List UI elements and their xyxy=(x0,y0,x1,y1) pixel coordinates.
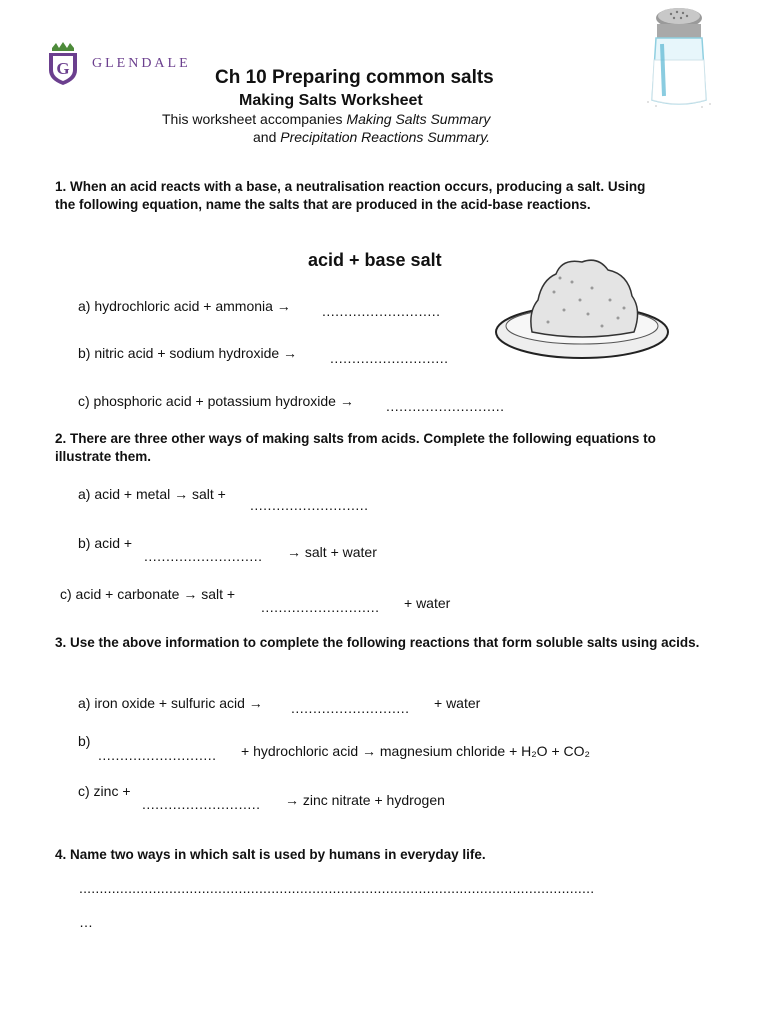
page-title: Ch 10 Preparing common salts xyxy=(215,67,494,88)
question-1a xyxy=(78,298,291,314)
school-logo xyxy=(46,42,216,86)
salt-plate-icon xyxy=(492,252,672,364)
answer-blank-2a[interactable]: ........................... xyxy=(250,497,369,513)
crest-icon xyxy=(46,42,80,86)
note-prefix: This worksheet accompanies xyxy=(162,111,347,127)
answer-blank-3b[interactable]: ........................... xyxy=(98,747,217,763)
question-2b-prefix: b) acid + xyxy=(78,535,133,551)
note-reference-2: Precipitation Reactions Summary. xyxy=(280,129,491,145)
answer-blank-1a[interactable]: ........................... xyxy=(322,303,441,319)
question-3b-prefix: b) xyxy=(78,733,91,749)
question-3c-prefix: c) zinc + xyxy=(78,783,131,799)
school-name: GLENDALE xyxy=(92,56,191,71)
question-2b-suffix: → salt + water xyxy=(287,544,377,560)
question-1c xyxy=(78,393,354,409)
answer-blank-2c[interactable]: ........................... xyxy=(261,599,380,615)
question-2a-text: a) acid + metal → salt + xyxy=(78,486,226,502)
answer-line-4-continued[interactable]: … xyxy=(79,914,93,930)
question-1-text: 1. When an acid reacts with a base, a neutralisation reaction occurs, producing a salt. Using the following equation, name the salts that are produced in the acid-base reactions. xyxy=(55,179,646,212)
note-reference-1: Making Salts Summary xyxy=(346,111,491,127)
question-4-text: 4. Name two ways in which salt is used by humans in everyday life. xyxy=(55,847,486,862)
question-2-text: 2. There are three other ways of making salts from acids. Complete the following equations to illustrate them. xyxy=(55,431,656,464)
worksheet-note-line2 xyxy=(253,129,490,145)
worksheet-note-line1 xyxy=(162,111,490,127)
answer-blank-3c[interactable]: ........................... xyxy=(142,796,261,812)
answer-blank-3a[interactable]: ........................... xyxy=(291,700,410,716)
worksheet-subtitle: Making Salts Worksheet xyxy=(239,92,423,109)
crest-letter: G xyxy=(56,59,70,78)
question-1-equation: acid + base salt xyxy=(308,250,442,270)
question-3a-suffix: + water xyxy=(434,695,481,711)
answer-blank-1c[interactable]: ........................... xyxy=(386,398,505,414)
question-2c-prefix: c) acid + carbonate → salt + xyxy=(60,586,236,602)
answer-line-4[interactable]: .............................................................................................................................. xyxy=(79,880,595,896)
question-1c-text: c) phosphoric acid + potassium hydroxide → xyxy=(78,393,354,409)
question-3a-prefix: a) iron oxide + sulfuric acid → xyxy=(78,695,263,711)
question-2c-suffix: + water xyxy=(404,595,451,611)
question-1a-text: a) hydrochloric acid + ammonia → xyxy=(78,298,291,314)
note-and: and xyxy=(253,129,281,145)
question-3-text: 3. Use the above information to complete the following reactions that form soluble salts using acids. xyxy=(55,635,700,650)
question-1b-text: b) nitric acid + sodium hydroxide → xyxy=(78,345,298,361)
question-1b xyxy=(78,345,297,361)
question-3c-suffix: → zinc nitrate + hydrogen xyxy=(285,792,445,808)
salt-shaker-icon xyxy=(644,4,714,108)
answer-blank-1b[interactable]: ........................... xyxy=(330,350,449,366)
question-3b-suffix: + hydrochloric acid → magnesium chloride + H₂O + CO₂ xyxy=(241,743,590,759)
answer-blank-2b[interactable]: ........................... xyxy=(144,548,263,564)
